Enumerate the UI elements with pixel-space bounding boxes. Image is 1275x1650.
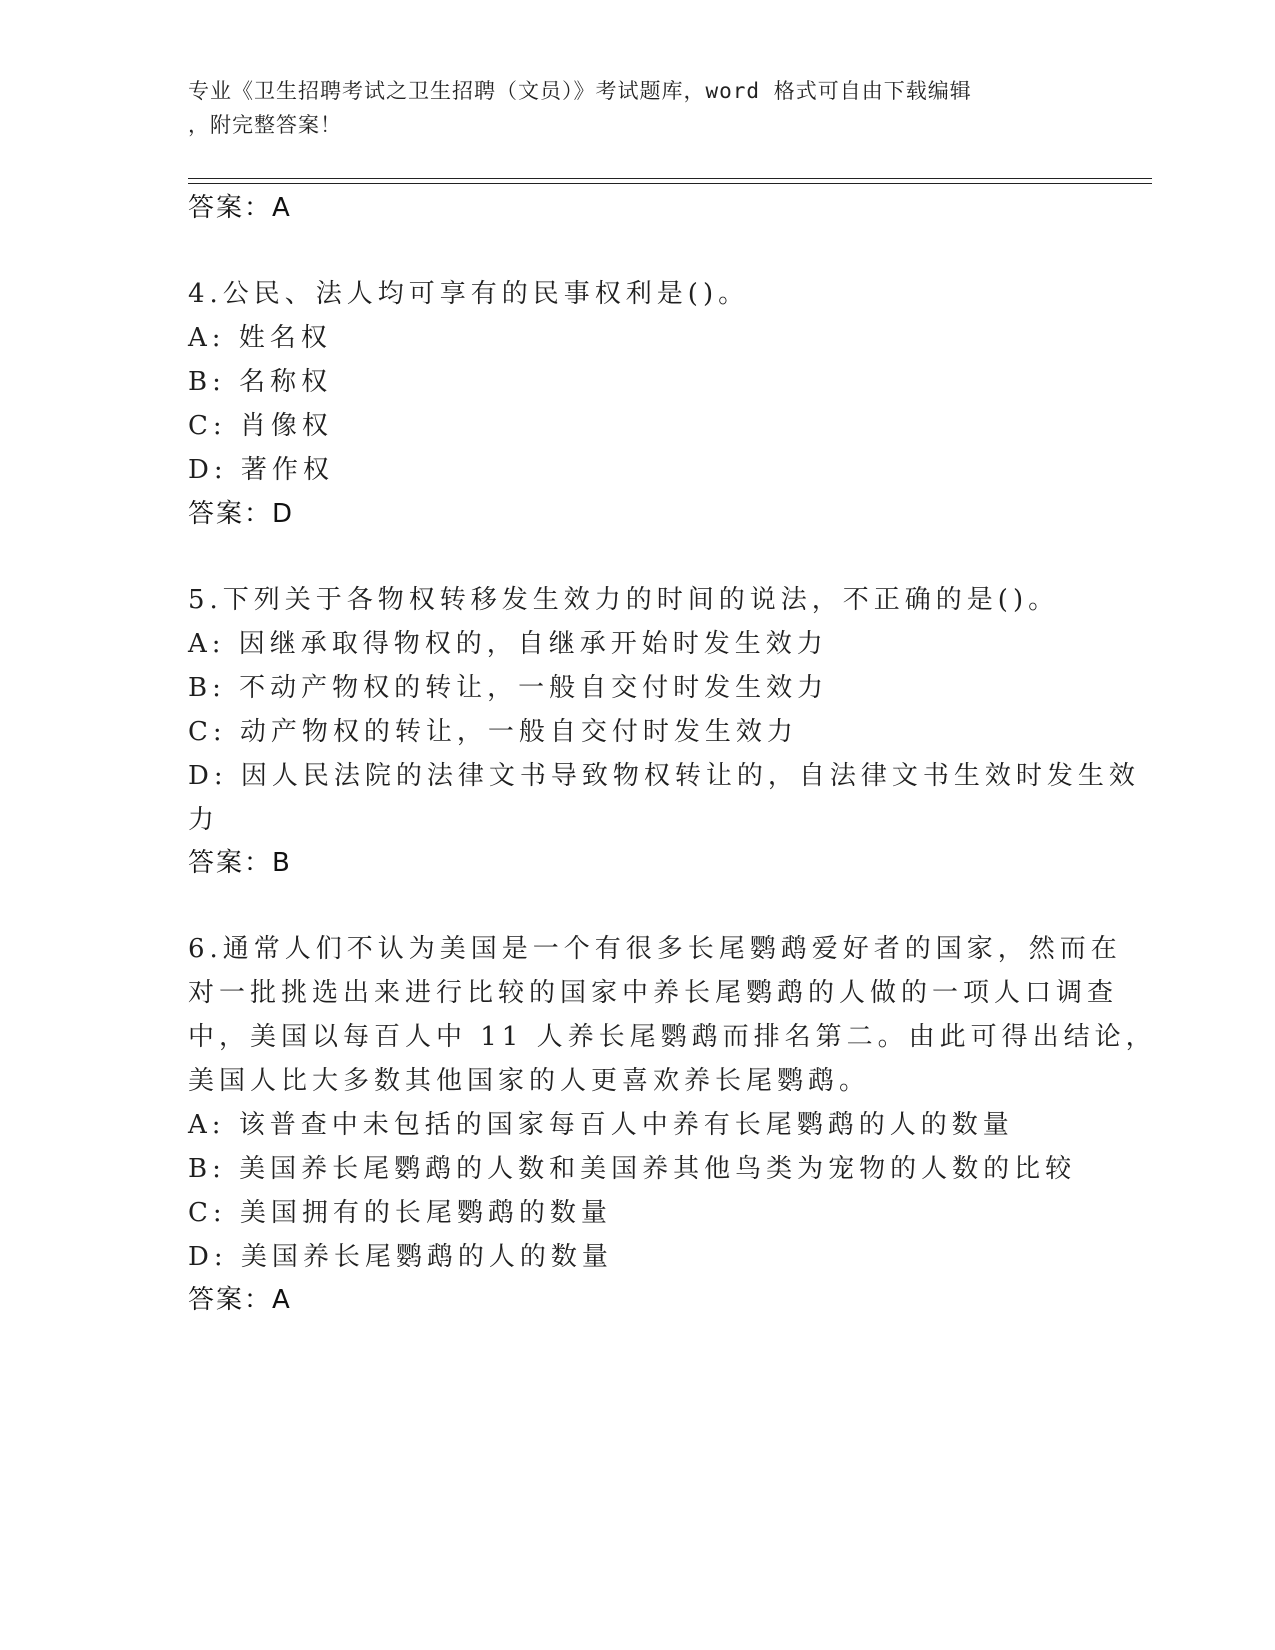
question-5-stem: 5.下列关于各物权转移发生效力的时间的说法，不正确的是()。 [188,585,1060,615]
question-4-option-d: D: 著作权 [188,455,334,485]
question-5-option-a: A: 因继承取得物权的，自继承开始时发生效力 [188,629,828,659]
question-6-stem-line-1: 6.通常人们不认为美国是一个有很多长尾鹦鹉爱好者的国家，然而在 [188,934,1122,964]
question-6-answer: 答案：A [188,1285,292,1315]
header-line-2: ，附完整答案！ [188,113,342,137]
header-line-1: 专业《卫生招聘考试之卫生招聘（文员）》考试题库，word 格式可自由下载编辑 [188,79,972,103]
question-5-option-d: D: 因人民法院的法律文书导致物权转让的，自法律文书生效时发生效 [188,761,1140,791]
header-divider-top [188,178,1152,179]
question-4-option-a: A: 姓名权 [188,323,332,353]
question-4-option-b: B: 名称权 [188,367,333,397]
document-header [188,74,1068,142]
question-4-option-c: C: 肖像权 [188,411,333,441]
question-5-answer: 答案：B [188,848,292,878]
question-4-answer: 答案：D [188,499,295,529]
answer-previous: 答案：A [188,193,292,223]
question-6-option-c: C: 美国拥有的长尾鹦鹉的数量 [188,1198,612,1228]
question-6-option-a: A: 该普查中未包括的国家每百人中养有长尾鹦鹉的人的数量 [188,1110,1014,1140]
question-4-stem: 4.公民、法人均可享有的民事权利是()。 [188,279,750,309]
question-6-stem-line-3: 中，美国以每百人中 11 人养长尾鹦鹉而排名第二。由此可得出结论， [188,1022,1157,1052]
question-5-option-c: C: 动产物权的转让，一般自交付时发生效力 [188,717,798,747]
question-6-option-b: B: 美国养长尾鹦鹉的人数和美国养其他鸟类为宠物的人数的比较 [188,1154,1077,1184]
question-6-stem-line-2: 对一批挑选出来进行比较的国家中养长尾鹦鹉的人做的一项人口调查 [188,978,1119,1008]
header-divider-bottom [188,183,1152,184]
question-6-option-d: D: 美国养长尾鹦鹉的人的数量 [188,1242,613,1272]
question-5-option-b: B: 不动产物权的转让，一般自交付时发生效力 [188,673,829,703]
question-6-stem-line-4: 美国人比大多数其他国家的人更喜欢养长尾鹦鹉。 [188,1066,871,1096]
question-5-option-d-continued: 力 [188,805,220,835]
